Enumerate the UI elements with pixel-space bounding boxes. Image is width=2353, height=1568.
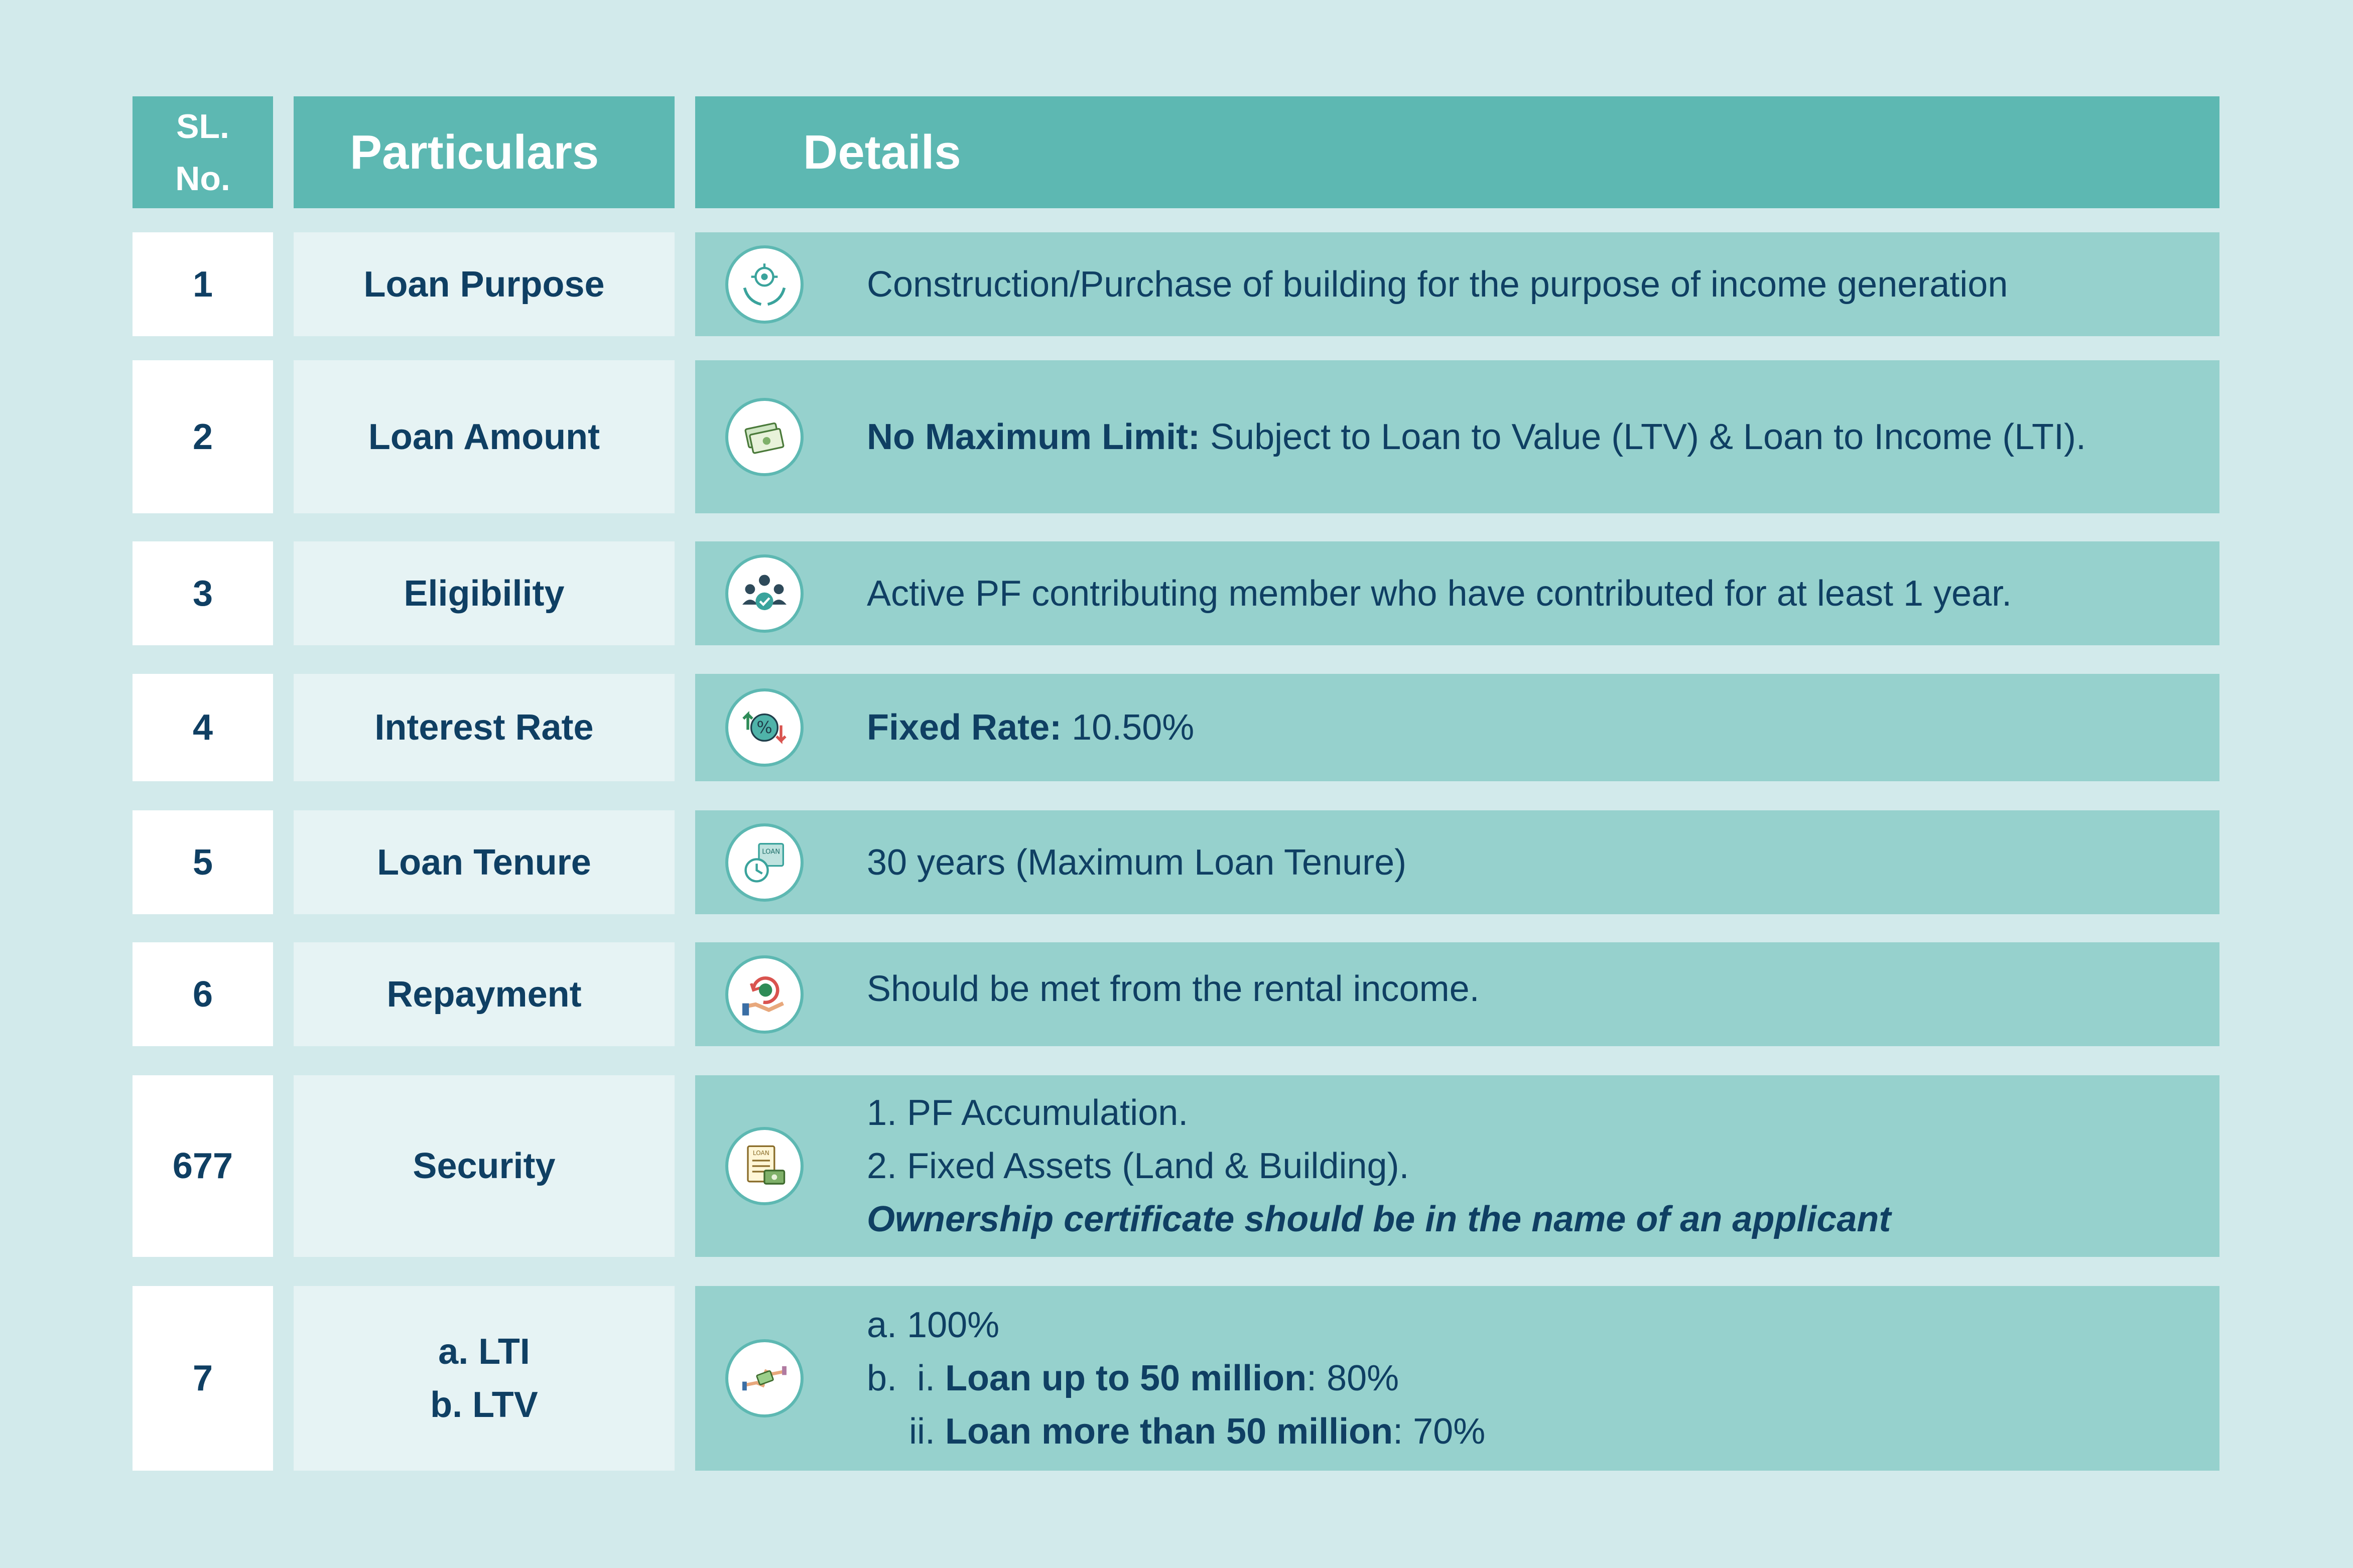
row-3-sl: 3 [133, 541, 273, 645]
row-5-sl: 5 [133, 810, 273, 914]
row-5-details [695, 810, 2219, 914]
row-4-particular: Interest Rate [294, 674, 675, 781]
row-8-particular-b: b. LTV [430, 1385, 538, 1425]
row-8-line-2-bold: Loan up to 50 million [945, 1358, 1307, 1398]
row-7-particular: Security [294, 1075, 675, 1257]
row-3-detail-text: Active PF contributing member who have contributed for at least 1 year. [867, 573, 2012, 614]
row-7-line-2: 2. Fixed Assets (Land & Building). [867, 1146, 1409, 1186]
row-7-line-1: 1. PF Accumulation. [867, 1093, 1189, 1133]
loan-document-icon [725, 1127, 804, 1205]
row-1-details [695, 232, 2219, 336]
row-8-line-2 [867, 1352, 2199, 1405]
row-4-detail-text [867, 701, 2199, 754]
row-7-details [695, 1075, 2219, 1257]
row-2-sl: 2 [133, 360, 273, 513]
row-8-particular-a: a. LTI [438, 1332, 530, 1372]
row-2-detail-rest: Subject to Loan to Value (LTV) & Loan to Income (LTI). [1200, 416, 2086, 457]
row-4-details [695, 674, 2219, 781]
row-1-particular: Loan Purpose [294, 232, 675, 336]
header-details: Details [695, 96, 2219, 208]
row-4-sl: 4 [133, 674, 273, 781]
svg-text:LOAN: LOAN [752, 1150, 769, 1157]
header-sl-line2: No. [175, 159, 230, 198]
row-2-detail-text [867, 410, 2199, 464]
row-6-detail-text: Should be met from the rental income. [867, 969, 1480, 1009]
row-2-particular: Loan Amount [294, 360, 675, 513]
hand-money-cycle-icon [725, 955, 804, 1034]
svg-text:%: % [756, 718, 772, 737]
row-1-sl: 1 [133, 232, 273, 336]
hands-target-icon [725, 245, 804, 324]
row-2-detail-bold: No Maximum Limit: [867, 416, 1201, 457]
row-8-details [695, 1286, 2219, 1471]
row-8-line-2-suffix: : 80% [1306, 1358, 1399, 1398]
svg-text:LOAN: LOAN [762, 847, 780, 856]
row-7-sl: 677 [133, 1075, 273, 1257]
row-6-sl: 6 [133, 942, 273, 1046]
row-8-line-3-prefix: ii. [909, 1411, 945, 1452]
users-check-icon [725, 554, 804, 633]
header-sl-no [133, 96, 273, 208]
loan-clock-icon [725, 823, 804, 902]
row-3-particular: Eligibility [294, 541, 675, 645]
row-6-particular: Repayment [294, 942, 675, 1046]
row-8-particular [294, 1286, 675, 1471]
row-8-line-2-prefix: b. i. [867, 1358, 946, 1398]
row-2-details [695, 360, 2219, 513]
money-cash-icon [725, 398, 804, 476]
row-8-detail-text [867, 1299, 2199, 1458]
row-5-particular: Loan Tenure [294, 810, 675, 914]
row-8-line-3 [867, 1405, 2199, 1458]
row-8-sl: 7 [133, 1286, 273, 1471]
row-5-detail-text: 30 years (Maximum Loan Tenure) [867, 842, 1407, 883]
row-4-detail-bold: Fixed Rate: [867, 707, 1062, 748]
row-6-details [695, 942, 2219, 1046]
row-7-detail-text [867, 1086, 2199, 1246]
row-3-details [695, 541, 2219, 645]
money-transfer-icon [725, 1339, 804, 1417]
row-8-line-3-bold: Loan more than 50 million [945, 1411, 1393, 1452]
row-4-detail-rest: 10.50% [1062, 707, 1195, 748]
header-sl-line1: SL. [176, 107, 229, 146]
row-8-line-1: a. 100% [867, 1305, 1000, 1345]
row-7-line-3: Ownership certificate should be in the name of an applicant [867, 1199, 1891, 1239]
row-8-line-3-suffix: : 70% [1393, 1411, 1486, 1452]
header-particulars: Particulars [294, 96, 675, 208]
row-1-detail-text: Construction/Purchase of building for the purpose of income generation [867, 264, 2008, 305]
percent-arrows-icon [725, 688, 804, 767]
